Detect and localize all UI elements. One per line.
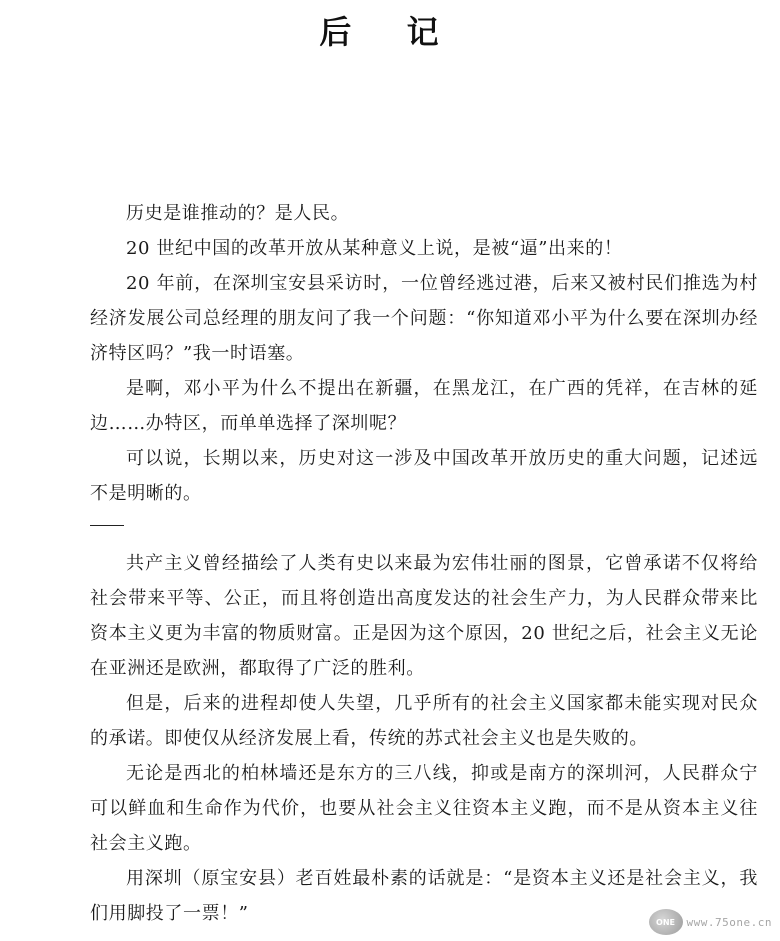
page-title: 后 记 (319, 13, 461, 51)
paragraph: 但是，后来的进程却使人失望，几乎所有的社会主义国家都未能实现对民众的承诺。即使仅从经济发展上看，传统的苏式社会主义也是失败的。 (90, 693, 758, 749)
paragraph: 可以说，长期以来，历史对这一涉及中国改革开放历史的重大问题，记述远不是明晰的。 (90, 448, 758, 504)
paragraph: 20 世纪中国的改革开放从某种意义上说，是被“逼”出来的！ (126, 238, 623, 259)
paragraph: 无论是西北的柏林墙还是东方的三八线，抑或是南方的深圳河，人民群众宁可以鲜血和生命作为代价，也要从社会主义往资本主义跑，而不是从资本主义往社会主义跑。 (90, 763, 758, 854)
section-divider-wrap (90, 511, 758, 546)
section-divider (90, 525, 124, 526)
watermark-logo-icon: ONE (649, 909, 683, 935)
paragraph: 历史是谁推动的？是人民。 (126, 203, 350, 224)
paragraph: 是啊，邓小平为什么不提出在新疆，在黑龙江，在广西的凭祥，在吉林的延边……办特区，而单单选择了深圳呢？ (90, 378, 758, 434)
watermark (649, 909, 772, 935)
document-body (90, 196, 758, 931)
watermark-text: www.75one.cn (686, 915, 772, 929)
paragraph: 用深圳（原宝安县）老百姓最朴素的话就是：“是资本主义还是社会主义，我们用脚投了一票！” (90, 868, 758, 924)
paragraph: 20 年前，在深圳宝安县采访时，一位曾经逃过港，后来又被村民们推选为村经济发展公司总经理的朋友问了我一个问题：“你知道邓小平为什么要在深圳办经济特区吗？”我一时语塞。 (90, 273, 758, 364)
paragraph: 共产主义曾经描绘了人类有史以来最为宏伟壮丽的图景，它曾承诺不仅将给社会带来平等、公正，而且将创造出高度发达的社会生产力，为人民群众带来比资本主义更为丰富的物质财富。正是因为这个原因，20 世纪之后，社会主义无论在亚洲还是欧洲，都取得了广泛的胜利。 (90, 553, 758, 679)
